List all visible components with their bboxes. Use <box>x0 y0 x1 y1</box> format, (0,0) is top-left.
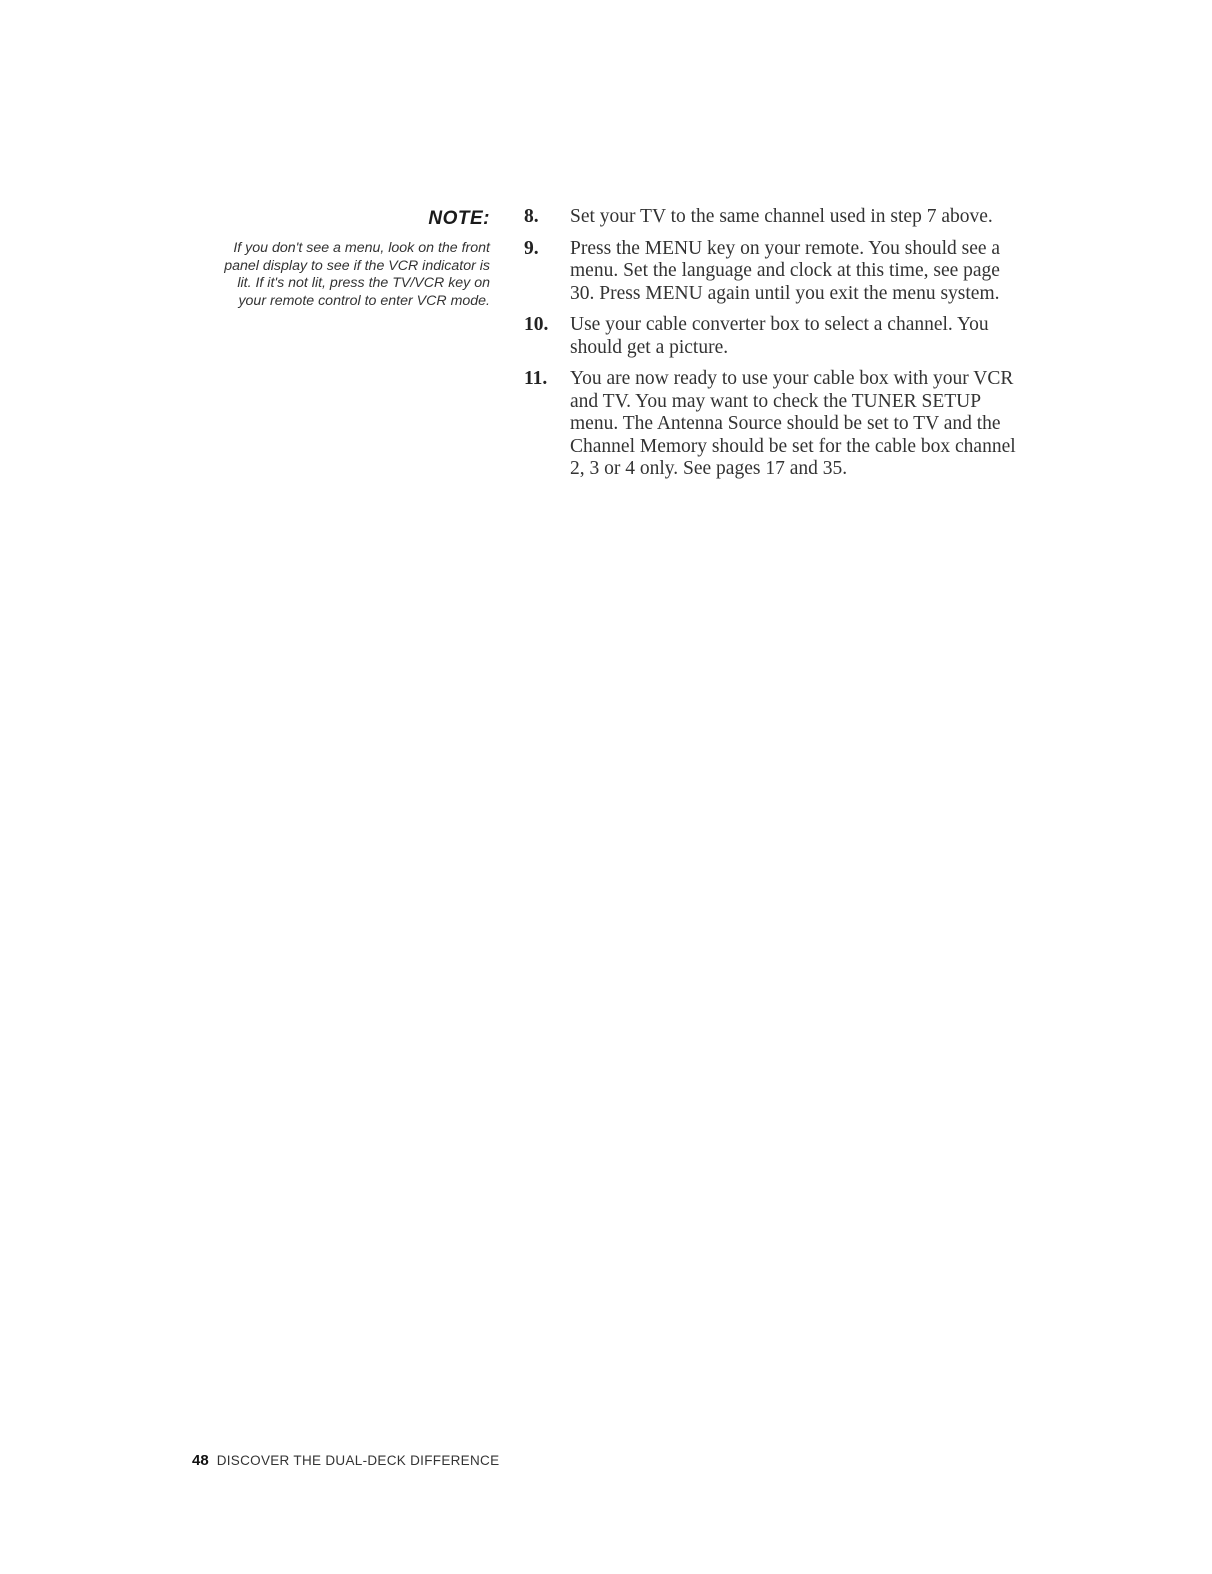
step-text: You are now ready to use your cable box with your VCR and TV. You may want to check the TUNER SETUP menu. The Antenna Source should be set to TV and the Channel Memory should be set for the cable box channel 2, 3 or 4 only. See pages 17 and 35. <box>570 368 1016 479</box>
note-heading: NOTE: <box>428 208 490 229</box>
steps-list <box>524 206 1024 490</box>
step-text: Use your cable converter box to select a channel. You should get a picture. <box>570 314 989 358</box>
step-item <box>524 368 1024 481</box>
step-text: Press the MENU key on your remote. You should see a menu. Set the language and clock at this time, see page 30. Press MENU again until you exit the menu system. <box>570 237 1001 304</box>
step-number: 8. <box>524 206 539 227</box>
step-item <box>524 238 1024 306</box>
sidebar-note <box>222 208 490 310</box>
step-number: 9. <box>524 237 539 259</box>
step-item <box>524 314 1024 359</box>
page-footer <box>192 1452 499 1469</box>
page-number: 48 <box>192 1452 209 1469</box>
note-text: If you don't see a menu, look on the front panel display to see if the VCR indicator is lit. If it's not lit, press the TV/VCR key on your remote control to enter VCR mode. <box>224 240 490 309</box>
step-number: 11. <box>524 368 548 389</box>
step-item <box>524 206 1024 229</box>
section-title: DISCOVER THE DUAL-DECK DIFFERENCE <box>216 1453 500 1468</box>
step-text: Set your TV to the same channel used in step 7 above. <box>570 206 993 227</box>
step-number: 10. <box>524 314 549 335</box>
